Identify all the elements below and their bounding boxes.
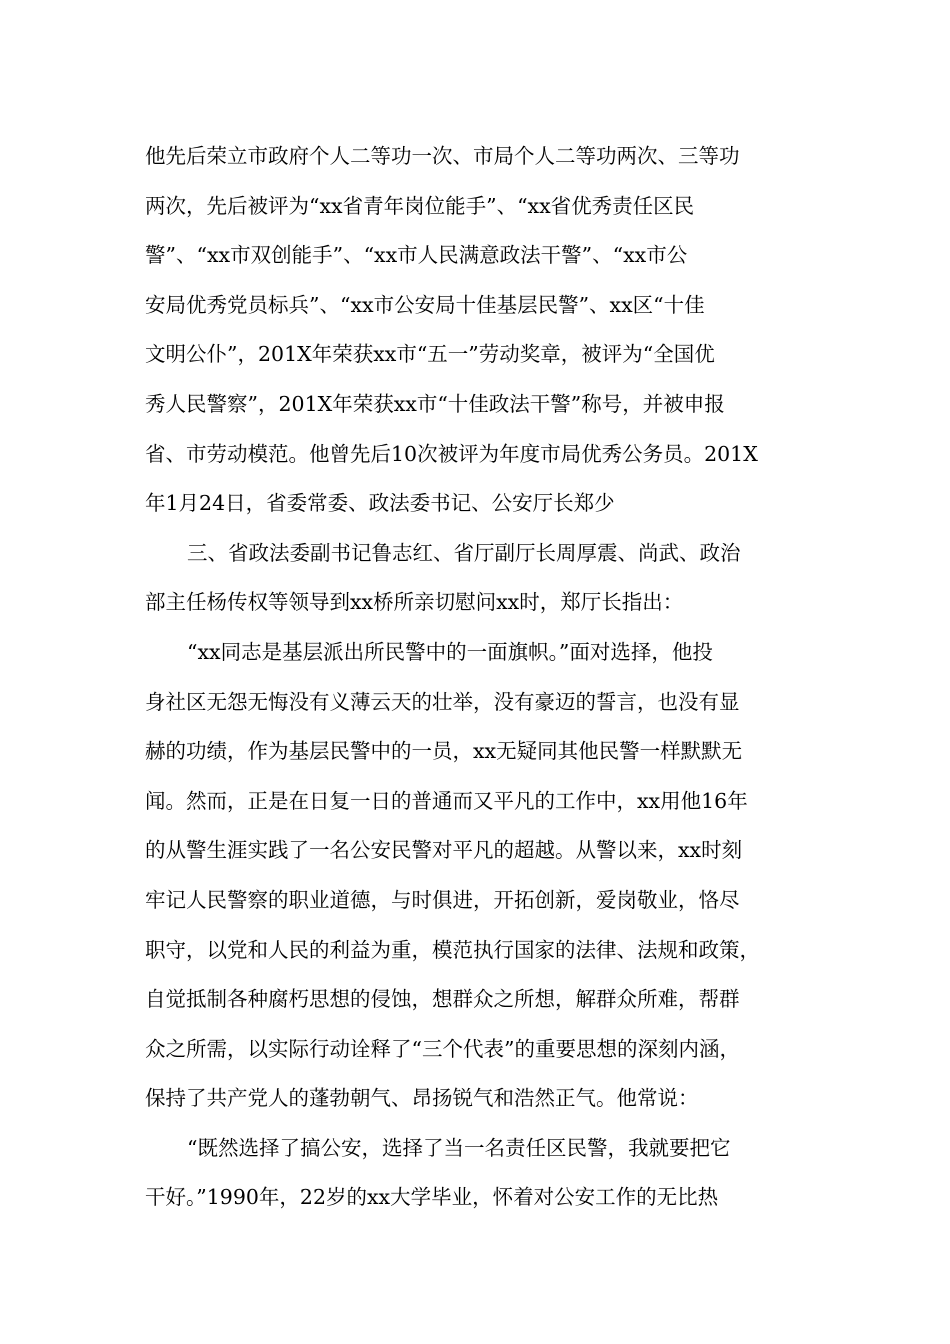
- paragraph-start-line: 三、省政法委副书记鲁志红、省厅副厅长周厚震、尚武、政治: [187, 540, 741, 565]
- paragraph-start-line: “既然选择了搞公安，选择了当一名责任区民警，我就要把它: [187, 1135, 731, 1160]
- text-line: 保持了共产党人的蓬勃朝气、昂扬锐气和浩然正气。他常说：: [145, 1086, 699, 1111]
- text-line: 的从警生涯实践了一名公安民警对平凡的超越。从警以来，xx时刻: [145, 838, 743, 863]
- text-line: 身社区无怨无悔没有义薄云天的壮举，没有豪迈的誓言，也没有显: [145, 689, 740, 714]
- text-line: 赫的功绩，作为基层民警中的一员，xx无疑同其他民警一样默默无: [145, 739, 743, 764]
- text-line: 年1月24日，省委常委、政法委书记、公安厅长郑少: [145, 491, 615, 516]
- text-line: 警”、“xx市双创能手”、“xx市人民满意政法干警”、“xx市公: [145, 243, 688, 268]
- text-line: 干好。”1990年，22岁的xx大学毕业，怀着对公安工作的无比热: [145, 1185, 719, 1210]
- text-line: 职守，以党和人民的利益为重，模范执行国家的法律、法规和政策，: [145, 937, 760, 962]
- body-text: [145, 132, 835, 1223]
- paragraph-start-line: “xx同志是基层派出所民警中的一面旗帜。”面对选择，他投: [187, 639, 713, 664]
- text-line: 众之所需，以实际行动诠释了“三个代表”的重要思想的深刻内涵，: [145, 1036, 740, 1061]
- text-line: 闻。然而，正是在日复一日的普通而又平凡的工作中，xx用他16年: [145, 788, 748, 813]
- text-line: 自觉抵制各种腐朽思想的侵蚀，想群众之所想，解群众所难，帮群: [145, 987, 740, 1012]
- text-line: 文明公仆”，201X年荣获xx市“五一”劳动奖章，被评为“全国优: [145, 342, 715, 367]
- text-line: 秀人民警察”，201X年荣获xx市“十佳政法干警”称号，并被申报: [145, 391, 725, 416]
- text-line: 部主任杨传权等领导到xx桥所亲切慰问xx时，郑厅长指出：: [145, 590, 684, 615]
- text-line: 他先后荣立市政府个人二等功一次、市局个人二等功两次、三等功: [145, 144, 740, 168]
- text-line: 安局优秀党员标兵”、“xx市公安局十佳基层民警”、xx区“十佳: [145, 292, 705, 317]
- text-line: 省、市劳动模范。他曾先后10次被评为年度市局优秀公务员。201X: [145, 441, 758, 466]
- text-line: 牢记人民警察的职业道德，与时俱进，开拓创新，爱岗敬业，恪尽: [145, 887, 740, 912]
- text-line: 两次，先后被评为“xx省青年岗位能手”、“xx省优秀责任区民: [145, 193, 695, 218]
